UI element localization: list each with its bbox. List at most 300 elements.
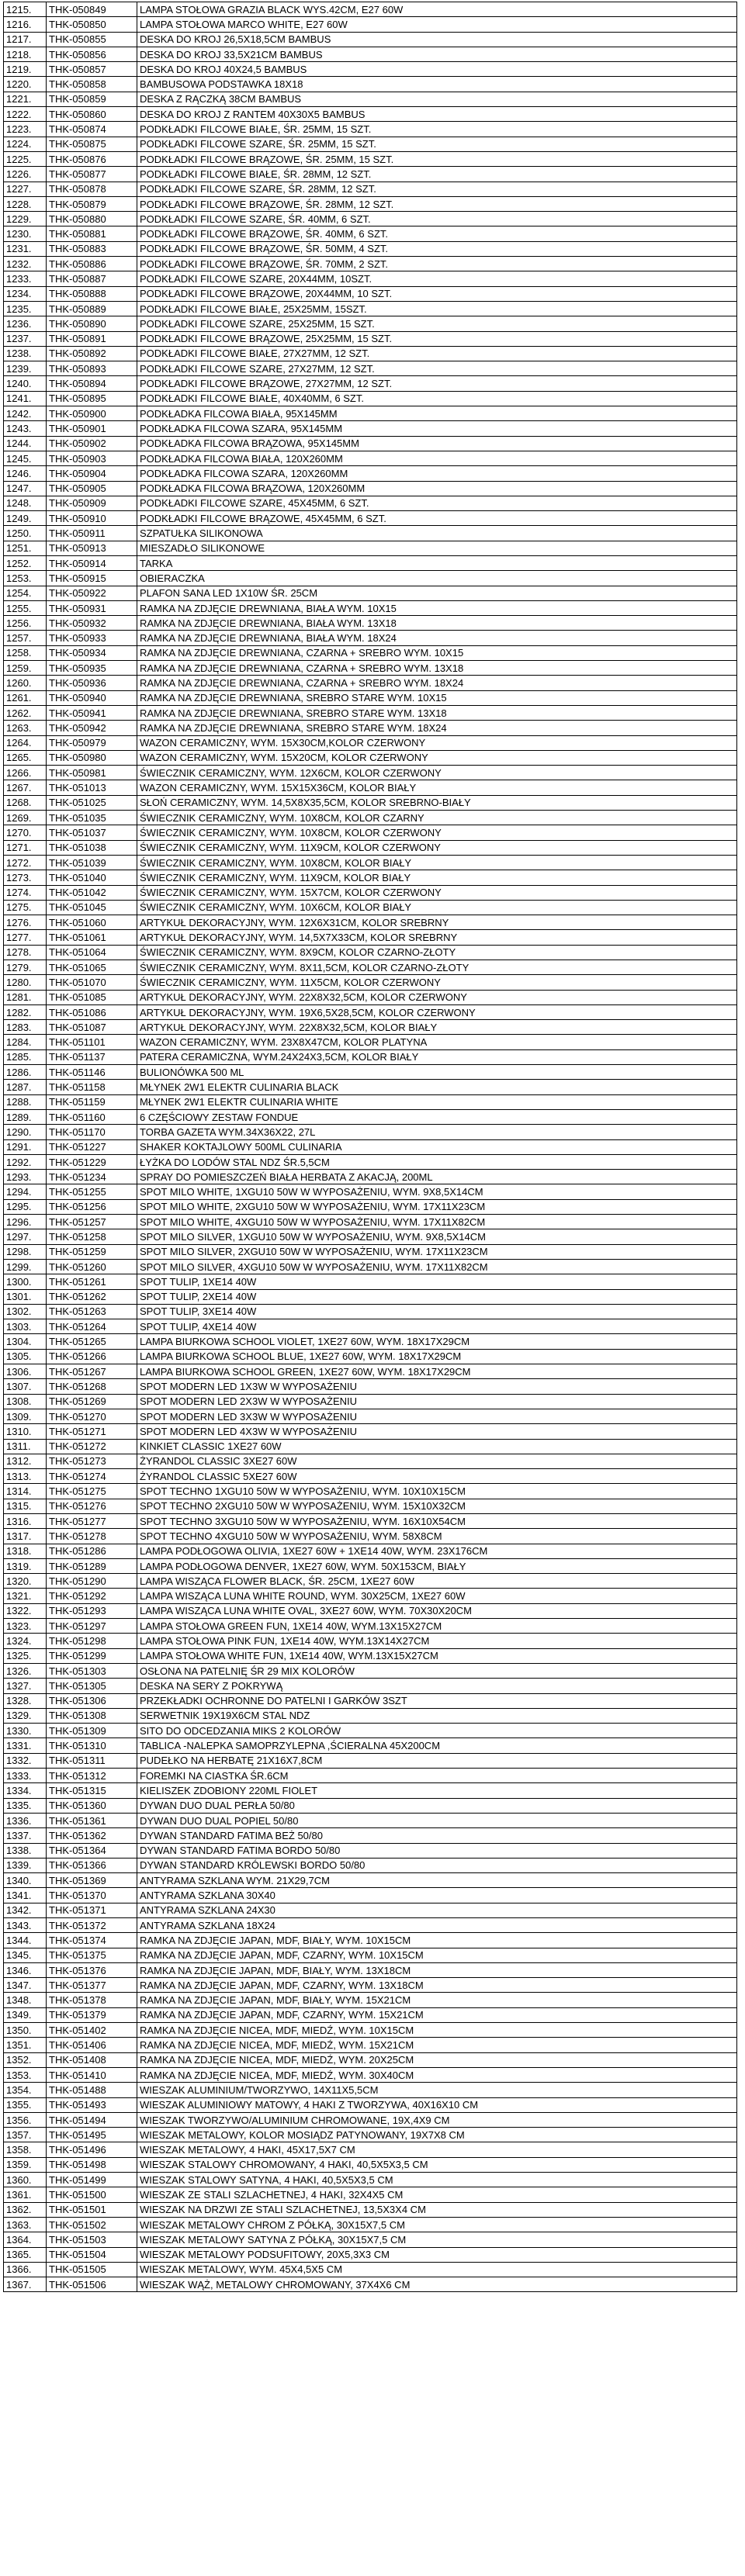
- table-row: [4, 2067, 737, 2082]
- row-number: 1246.: [4, 466, 47, 481]
- product-description: ŚWIECZNIK CERAMICZNY, WYM. 11X5CM, KOLOR CZERWONY: [137, 975, 737, 990]
- product-code: THK-050895: [47, 391, 137, 406]
- product-code: THK-050855: [47, 32, 137, 47]
- product-code: THK-051039: [47, 855, 137, 870]
- product-code: THK-051378: [47, 1993, 137, 2007]
- product-code: THK-051272: [47, 1439, 137, 1454]
- table-row: [4, 661, 737, 676]
- product-description: DESKA Z RĄCZKĄ 38CM BAMBUS: [137, 92, 737, 106]
- product-description: MŁYNEK 2W1 ELEKTR CULINARIA BLACK: [137, 1080, 737, 1094]
- table-row: [4, 17, 737, 32]
- table-row: [4, 1035, 737, 1049]
- table-row: [4, 1259, 737, 1274]
- table-row: [4, 1858, 737, 1872]
- product-code: THK-051265: [47, 1334, 137, 1349]
- product-description: PODKŁADKI FILCOWE BIAŁE, 40X40MM, 6 SZT.: [137, 391, 737, 406]
- table-row: [4, 1574, 737, 1589]
- product-description: WAZON CERAMICZNY, WYM. 15X15X36CM, KOLOR BIAŁY: [137, 780, 737, 795]
- table-row: [4, 1783, 737, 1798]
- product-code: THK-051258: [47, 1229, 137, 1244]
- product-code: THK-051306: [47, 1693, 137, 1708]
- product-code: THK-051375: [47, 1948, 137, 1962]
- product-description: SPOT TECHNO 4XGU10 50W W WYPOSAŻENIU, WYM. 58X8CM: [137, 1529, 737, 1544]
- product-code: THK-051312: [47, 1769, 137, 1783]
- row-number: 1355.: [4, 2097, 47, 2112]
- row-number: 1295.: [4, 1199, 47, 1214]
- product-description: WIESZAK STALOWY SATYNA, 4 HAKI, 40,5X5X3,5 CM: [137, 2173, 737, 2187]
- table-row: [4, 1648, 737, 1663]
- product-description: PODKŁADKI FILCOWE BRĄZOWE, 45X45MM, 6 SZT.: [137, 511, 737, 526]
- product-description: RAMKA NA ZDJĘCIE JAPAN, MDF, CZARNY, WYM. 15X21CM: [137, 2007, 737, 2022]
- product-description: ŚWIECZNIK CERAMICZNY, WYM. 15X7CM, KOLOR CZERWONY: [137, 885, 737, 900]
- table-row: [4, 511, 737, 526]
- table-row: [4, 2142, 737, 2157]
- product-description: RAMKA NA ZDJĘCIE JAPAN, MDF, BIAŁY, WYM. 13X18CM: [137, 1962, 737, 1977]
- product-description: ARTYKUŁ DEKORACYJNY, WYM. 22X8X32,5CM, KOLOR BIAŁY: [137, 1020, 737, 1035]
- product-code: THK-050915: [47, 571, 137, 586]
- product-code: THK-051408: [47, 2052, 137, 2067]
- product-code: THK-050883: [47, 241, 137, 256]
- product-code: THK-051376: [47, 1962, 137, 1977]
- table-row: [4, 840, 737, 855]
- table-row: [4, 571, 737, 586]
- table-row: [4, 1139, 737, 1154]
- table-row: [4, 451, 737, 465]
- table-row: [4, 316, 737, 331]
- row-number: 1299.: [4, 1259, 47, 1274]
- product-code: THK-051305: [47, 1679, 137, 1693]
- table-row: [4, 286, 737, 301]
- product-code: THK-050980: [47, 750, 137, 765]
- product-description: TARKA: [137, 555, 737, 570]
- row-number: 1307.: [4, 1379, 47, 1394]
- table-row: [4, 2, 737, 17]
- row-number: 1324.: [4, 1634, 47, 1648]
- row-number: 1230.: [4, 226, 47, 241]
- row-number: 1301.: [4, 1289, 47, 1304]
- product-description: PODKŁADKA FILCOWA BRĄZOWA, 95X145MM: [137, 436, 737, 451]
- table-row: [4, 2097, 737, 2112]
- table-row: [4, 1004, 737, 1019]
- row-number: 1288.: [4, 1094, 47, 1109]
- product-code: THK-051070: [47, 975, 137, 990]
- product-code: THK-051506: [47, 2277, 137, 2292]
- product-code: THK-051170: [47, 1125, 137, 1139]
- row-number: 1318.: [4, 1544, 47, 1558]
- product-code: THK-051262: [47, 1289, 137, 1304]
- product-code: THK-051276: [47, 1499, 137, 1513]
- table-row: [4, 885, 737, 900]
- product-description: WIESZAK METALOWY CHROM Z PÓŁKĄ, 30X15X7,5 CM: [137, 2217, 737, 2232]
- table-row: [4, 1229, 737, 1244]
- row-number: 1224.: [4, 137, 47, 151]
- row-number: 1344.: [4, 1933, 47, 1948]
- product-description: PODKŁADKI FILCOWE SZARE, ŚR. 25MM, 15 SZT.: [137, 137, 737, 151]
- row-number: 1292.: [4, 1154, 47, 1169]
- row-number: 1302.: [4, 1304, 47, 1319]
- product-description: PRZEKŁADKI OCHRONNE DO PATELNI I GARKÓW 3SZT: [137, 1693, 737, 1708]
- table-row: [4, 346, 737, 361]
- product-code: THK-051374: [47, 1933, 137, 1948]
- product-description: LAMPA STOŁOWA WHITE FUN, 1XE14 40W, WYM.13X15X27CM: [137, 1648, 737, 1663]
- row-number: 1281.: [4, 990, 47, 1004]
- product-code: THK-051160: [47, 1109, 137, 1124]
- product-code: THK-050932: [47, 616, 137, 631]
- table-row: [4, 1558, 737, 1573]
- product-code: THK-050887: [47, 271, 137, 286]
- table-row: [4, 616, 737, 631]
- product-description: RAMKA NA ZDJĘCIE DREWNIANA, SREBRO STARE WYM. 18X24: [137, 721, 737, 735]
- product-code: THK-051496: [47, 2142, 137, 2157]
- product-description: WIESZAK ZE STALI SZLACHETNEJ, 4 HAKI, 32X4X5 CM: [137, 2187, 737, 2202]
- product-code: THK-051502: [47, 2217, 137, 2232]
- product-code: THK-051315: [47, 1783, 137, 1798]
- row-number: 1234.: [4, 286, 47, 301]
- product-description: SPOT MILO SILVER, 2XGU10 50W W WYPOSAŻENIU, WYM. 17X11X23CM: [137, 1244, 737, 1259]
- product-code: THK-050922: [47, 586, 137, 600]
- product-code: THK-050910: [47, 511, 137, 526]
- row-number: 1255.: [4, 600, 47, 615]
- product-description: SPOT MILO WHITE, 4XGU10 50W W WYPOSAŻENIU, WYM. 17X11X82CM: [137, 1215, 737, 1229]
- product-code: THK-051085: [47, 990, 137, 1004]
- product-description: RAMKA NA ZDJĘCIE DREWNIANA, CZARNA + SREBRO WYM. 13X18: [137, 661, 737, 676]
- product-description: ANTYRAMA SZKLANA WYM. 21X29,7CM: [137, 1873, 737, 1888]
- product-description: SPOT TECHNO 1XGU10 50W W WYPOSAŻENIU, WYM. 10X10X15CM: [137, 1484, 737, 1499]
- product-code: THK-050881: [47, 226, 137, 241]
- product-description: PODKŁADKA FILCOWA SZARA, 120X260MM: [137, 466, 737, 481]
- row-number: 1327.: [4, 1679, 47, 1693]
- row-number: 1275.: [4, 900, 47, 915]
- product-description: LAMPA PODŁOGOWA DENVER, 1XE27 60W, WYM. 50X153CM, BIAŁY: [137, 1558, 737, 1573]
- product-description: WIESZAK METALOWY, 4 HAKI, 45X17,5X7 CM: [137, 2142, 737, 2157]
- row-number: 1261.: [4, 690, 47, 705]
- row-number: 1254.: [4, 586, 47, 600]
- product-code: THK-051369: [47, 1873, 137, 1888]
- product-code: THK-050858: [47, 77, 137, 92]
- product-code: THK-050856: [47, 47, 137, 61]
- table-row: [4, 1094, 737, 1109]
- product-code: THK-051362: [47, 1828, 137, 1843]
- product-code: THK-051025: [47, 795, 137, 810]
- row-number: 1232.: [4, 257, 47, 271]
- product-description: SPOT TULIP, 4XE14 40W: [137, 1319, 737, 1334]
- row-number: 1360.: [4, 2173, 47, 2187]
- product-code: THK-051260: [47, 1259, 137, 1274]
- row-number: 1309.: [4, 1409, 47, 1423]
- product-description: SPOT MODERN LED 3X3W W WYPOSAŻENIU: [137, 1409, 737, 1423]
- table-row: [4, 1544, 737, 1558]
- product-description: LAMPA STOŁOWA GREEN FUN, 1XE14 40W, WYM.13X15X27CM: [137, 1619, 737, 1634]
- table-row: [4, 1589, 737, 1603]
- table-row: [4, 1888, 737, 1903]
- product-code: THK-051061: [47, 930, 137, 945]
- row-number: 1325.: [4, 1648, 47, 1663]
- row-number: 1341.: [4, 1888, 47, 1903]
- product-description: DYWAN STANDARD FATIMA BORDO 50/80: [137, 1843, 737, 1858]
- row-number: 1260.: [4, 676, 47, 690]
- product-description: PODKŁADKI FILCOWE SZARE, 27X27MM, 12 SZT.: [137, 361, 737, 376]
- table-row: [4, 2262, 737, 2277]
- product-description: RAMKA NA ZDJĘCIE NICEA, MDF, MIEDŹ, WYM. 10X15CM: [137, 2023, 737, 2038]
- product-code: THK-051293: [47, 1603, 137, 1618]
- table-row: [4, 331, 737, 346]
- product-code: THK-050860: [47, 107, 137, 122]
- row-number: 1282.: [4, 1004, 47, 1019]
- table-row: [4, 1199, 737, 1214]
- product-code: THK-051038: [47, 840, 137, 855]
- product-code: THK-050905: [47, 481, 137, 496]
- table-row: [4, 376, 737, 391]
- row-number: 1320.: [4, 1574, 47, 1589]
- row-number: 1354.: [4, 2083, 47, 2097]
- product-code: THK-051137: [47, 1049, 137, 1064]
- product-description: ŚWIECZNIK CERAMICZNY, WYM. 8X11,5CM, KOLOR CZARNO-ZŁOTY: [137, 960, 737, 975]
- product-code: THK-051371: [47, 1903, 137, 1917]
- row-number: 1335.: [4, 1798, 47, 1813]
- table-row: [4, 226, 737, 241]
- product-description: PUDEŁKO NA HERBATĘ 21X16X7,8CM: [137, 1753, 737, 1768]
- product-code: THK-051146: [47, 1065, 137, 1080]
- product-code: THK-051311: [47, 1753, 137, 1768]
- table-row: [4, 945, 737, 960]
- table-row: [4, 1469, 737, 1484]
- row-number: 1269.: [4, 811, 47, 825]
- table-row: [4, 2202, 737, 2217]
- product-code: THK-050935: [47, 661, 137, 676]
- product-code: THK-051045: [47, 900, 137, 915]
- row-number: 1300.: [4, 1274, 47, 1289]
- product-description: PODKŁADKA FILCOWA BRĄZOWA, 120X260MM: [137, 481, 737, 496]
- row-number: 1343.: [4, 1918, 47, 1933]
- table-row: [4, 1349, 737, 1364]
- product-code: THK-051410: [47, 2067, 137, 2082]
- table-row: [4, 541, 737, 555]
- product-description: WAZON CERAMICZNY, WYM. 15X20CM, KOLOR CZERWONY: [137, 750, 737, 765]
- row-number: 1271.: [4, 840, 47, 855]
- table-row: [4, 1020, 737, 1035]
- product-code: THK-051361: [47, 1813, 137, 1827]
- product-code: THK-051501: [47, 2202, 137, 2217]
- product-code: THK-050849: [47, 2, 137, 17]
- product-description: PODKŁADKI FILCOWE BRĄZOWE, ŚR. 25MM, 15 SZT.: [137, 151, 737, 166]
- table-row: [4, 481, 737, 496]
- table-row: [4, 436, 737, 451]
- table-row: [4, 1364, 737, 1379]
- table-row: [4, 1663, 737, 1678]
- row-number: 1297.: [4, 1229, 47, 1244]
- product-description: PODKŁADKI FILCOWE BRĄZOWE, ŚR. 50MM, 4 SZT.: [137, 241, 737, 256]
- table-row: [4, 1693, 737, 1708]
- table-row: [4, 2232, 737, 2247]
- product-description: LAMPA STOŁOWA PINK FUN, 1XE14 40W, WYM.13X14X27CM: [137, 1634, 737, 1648]
- row-number: 1303.: [4, 1319, 47, 1334]
- row-number: 1367.: [4, 2277, 47, 2292]
- row-number: 1215.: [4, 2, 47, 17]
- table-row: [4, 1304, 737, 1319]
- row-number: 1342.: [4, 1903, 47, 1917]
- table-row: [4, 1080, 737, 1094]
- product-code: THK-050880: [47, 212, 137, 226]
- row-number: 1262.: [4, 705, 47, 720]
- product-code: THK-051064: [47, 945, 137, 960]
- table-row: [4, 1334, 737, 1349]
- table-row: [4, 196, 737, 211]
- row-number: 1257.: [4, 631, 47, 645]
- row-number: 1279.: [4, 960, 47, 975]
- product-code: THK-050911: [47, 526, 137, 541]
- product-description: SITO DO ODCEDZANIA MIKS 2 KOLORÓW: [137, 1724, 737, 1738]
- row-number: 1237.: [4, 331, 47, 346]
- row-number: 1276.: [4, 915, 47, 930]
- row-number: 1228.: [4, 196, 47, 211]
- product-description: ARTYKUŁ DEKORACYJNY, WYM. 14,5X7X33CM, KOLOR SREBRNY: [137, 930, 737, 945]
- product-description: ŚWIECZNIK CERAMICZNY, WYM. 10X8CM, KOLOR CZARNY: [137, 811, 737, 825]
- product-code: THK-051086: [47, 1004, 137, 1019]
- row-number: 1308.: [4, 1394, 47, 1409]
- product-description: WIESZAK METALOWY PODSUFITOWY, 20X5,3X3 CM: [137, 2247, 737, 2262]
- table-row: [4, 915, 737, 930]
- table-row: [4, 1154, 737, 1169]
- product-description: FOREMKI NA CIASTKA ŚR.6CM: [137, 1769, 737, 1783]
- product-description: WIESZAK TWORZYWO/ALUMINIUM CHROMOWANE, 19X,4X9 CM: [137, 2112, 737, 2127]
- table-row: [4, 721, 737, 735]
- product-description: TORBA GAZETA WYM.34X36X22, 27L: [137, 1125, 737, 1139]
- row-number: 1316.: [4, 1513, 47, 1528]
- product-description: SPOT MILO WHITE, 1XGU10 50W W WYPOSAŻENIU, WYM. 9X8,5X14CM: [137, 1184, 737, 1199]
- product-description: PODKŁADKA FILCOWA BIAŁA, 120X260MM: [137, 451, 737, 465]
- table-row: [4, 631, 737, 645]
- row-number: 1287.: [4, 1080, 47, 1094]
- product-description: MIESZADŁO SILIKONOWE: [137, 541, 737, 555]
- product-code: THK-051402: [47, 2023, 137, 2038]
- product-code: THK-050850: [47, 17, 137, 32]
- product-code: THK-051087: [47, 1020, 137, 1035]
- table-row: [4, 1319, 737, 1334]
- row-number: 1332.: [4, 1753, 47, 1768]
- row-number: 1362.: [4, 2202, 47, 2217]
- row-number: 1253.: [4, 571, 47, 586]
- table-row: [4, 930, 737, 945]
- product-code: THK-050892: [47, 346, 137, 361]
- row-number: 1338.: [4, 1843, 47, 1858]
- row-number: 1227.: [4, 182, 47, 196]
- row-number: 1238.: [4, 346, 47, 361]
- product-description: SERWETNIK 19X19X6CM STAL NDZ: [137, 1708, 737, 1723]
- product-code: THK-051274: [47, 1469, 137, 1484]
- row-number: 1359.: [4, 2157, 47, 2172]
- product-code: THK-051494: [47, 2112, 137, 2127]
- table-row: [4, 990, 737, 1004]
- product-table: [3, 2, 737, 2292]
- product-description: SPOT TULIP, 1XE14 40W: [137, 1274, 737, 1289]
- product-description: PODKŁADKI FILCOWE SZARE, 45X45MM, 6 SZT.: [137, 496, 737, 510]
- product-code: THK-050879: [47, 196, 137, 211]
- row-number: 1349.: [4, 2007, 47, 2022]
- product-code: THK-051266: [47, 1349, 137, 1364]
- table-row: [4, 600, 737, 615]
- table-row: [4, 271, 737, 286]
- row-number: 1346.: [4, 1962, 47, 1977]
- row-number: 1220.: [4, 77, 47, 92]
- product-code: THK-051261: [47, 1274, 137, 1289]
- row-number: 1293.: [4, 1170, 47, 1184]
- table-row: [4, 1529, 737, 1544]
- product-code: THK-051268: [47, 1379, 137, 1394]
- product-code: THK-050875: [47, 137, 137, 151]
- product-code: THK-050891: [47, 331, 137, 346]
- row-number: 1241.: [4, 391, 47, 406]
- product-description: WIESZAK METALOWY SATYNA Z PÓŁKĄ, 30X15X7,5 CM: [137, 2232, 737, 2247]
- row-number: 1363.: [4, 2217, 47, 2232]
- product-code: THK-051271: [47, 1424, 137, 1439]
- row-number: 1345.: [4, 1948, 47, 1962]
- table-row: [4, 1993, 737, 2007]
- product-description: ANTYRAMA SZKLANA 30X40: [137, 1888, 737, 1903]
- table-row: [4, 960, 737, 975]
- table-row: [4, 825, 737, 840]
- product-description: SPOT MILO SILVER, 4XGU10 50W W WYPOSAŻENIU, WYM. 17X11X82CM: [137, 1259, 737, 1274]
- product-description: LAMPA WISZĄCA LUNA WHITE ROUND, WYM. 30X25CM, 1XE27 60W: [137, 1589, 737, 1603]
- product-description: LAMPA WISZĄCA LUNA WHITE OVAL, 3XE27 60W, WYM. 70X30X20CM: [137, 1603, 737, 1618]
- table-row: [4, 1484, 737, 1499]
- row-number: 1329.: [4, 1708, 47, 1723]
- product-description: DESKA DO KROJ Z RANTEM 40X30X5 BAMBUS: [137, 107, 737, 122]
- product-description: PODKŁADKI FILCOWE BIAŁE, 27X27MM, 12 SZT.: [137, 346, 737, 361]
- product-description: WIESZAK METALOWY, WYM. 45X4,5X5 CM: [137, 2262, 737, 2277]
- table-row: [4, 1962, 737, 1977]
- row-number: 1347.: [4, 1978, 47, 1993]
- product-code: THK-051269: [47, 1394, 137, 1409]
- product-description: RAMKA NA ZDJĘCIE JAPAN, MDF, CZARNY, WYM. 10X15CM: [137, 1948, 737, 1962]
- product-description: LAMPA BIURKOWA SCHOOL BLUE, 1XE27 60W, WYM. 18X17X29CM: [137, 1349, 737, 1364]
- product-description: PODKŁADKI FILCOWE BIAŁE, ŚR. 28MM, 12 SZT.: [137, 167, 737, 182]
- row-number: 1270.: [4, 825, 47, 840]
- product-code: THK-051303: [47, 1663, 137, 1678]
- product-description: ŚWIECZNIK CERAMICZNY, WYM. 8X9CM, KOLOR CZARNO-ZŁOTY: [137, 945, 737, 960]
- table-row: [4, 2007, 737, 2022]
- row-number: 1340.: [4, 1873, 47, 1888]
- product-code: THK-051377: [47, 1978, 137, 1993]
- product-code: THK-051270: [47, 1409, 137, 1423]
- row-number: 1268.: [4, 795, 47, 810]
- product-code: THK-051065: [47, 960, 137, 975]
- table-row: [4, 1738, 737, 1753]
- product-code: THK-051267: [47, 1364, 137, 1379]
- table-row: [4, 555, 737, 570]
- row-number: 1321.: [4, 1589, 47, 1603]
- table-row: [4, 1125, 737, 1139]
- product-code: THK-051500: [47, 2187, 137, 2202]
- row-number: 1272.: [4, 855, 47, 870]
- row-number: 1267.: [4, 780, 47, 795]
- product-code: THK-051042: [47, 885, 137, 900]
- row-number: 1286.: [4, 1065, 47, 1080]
- table-row: [4, 1244, 737, 1259]
- table-row: [4, 107, 737, 122]
- product-description: DYWAN DUO DUAL POPIEL 50/80: [137, 1813, 737, 1827]
- product-description: TABLICA -NALEPKA SAMOPRZYLEPNA ,ŚCIERALNA 45X200CM: [137, 1738, 737, 1753]
- table-row: [4, 496, 737, 510]
- row-number: 1263.: [4, 721, 47, 735]
- product-code: THK-051372: [47, 1918, 137, 1933]
- product-description: RAMKA NA ZDJĘCIE NICEA, MDF, MIEDŹ, WYM. 15X21CM: [137, 2038, 737, 2052]
- product-code: THK-050933: [47, 631, 137, 645]
- product-description: SZPATUŁKA SILIKONOWA: [137, 526, 737, 541]
- product-code: THK-051273: [47, 1454, 137, 1468]
- row-number: 1222.: [4, 107, 47, 122]
- table-row: [4, 526, 737, 541]
- product-code: THK-050876: [47, 151, 137, 166]
